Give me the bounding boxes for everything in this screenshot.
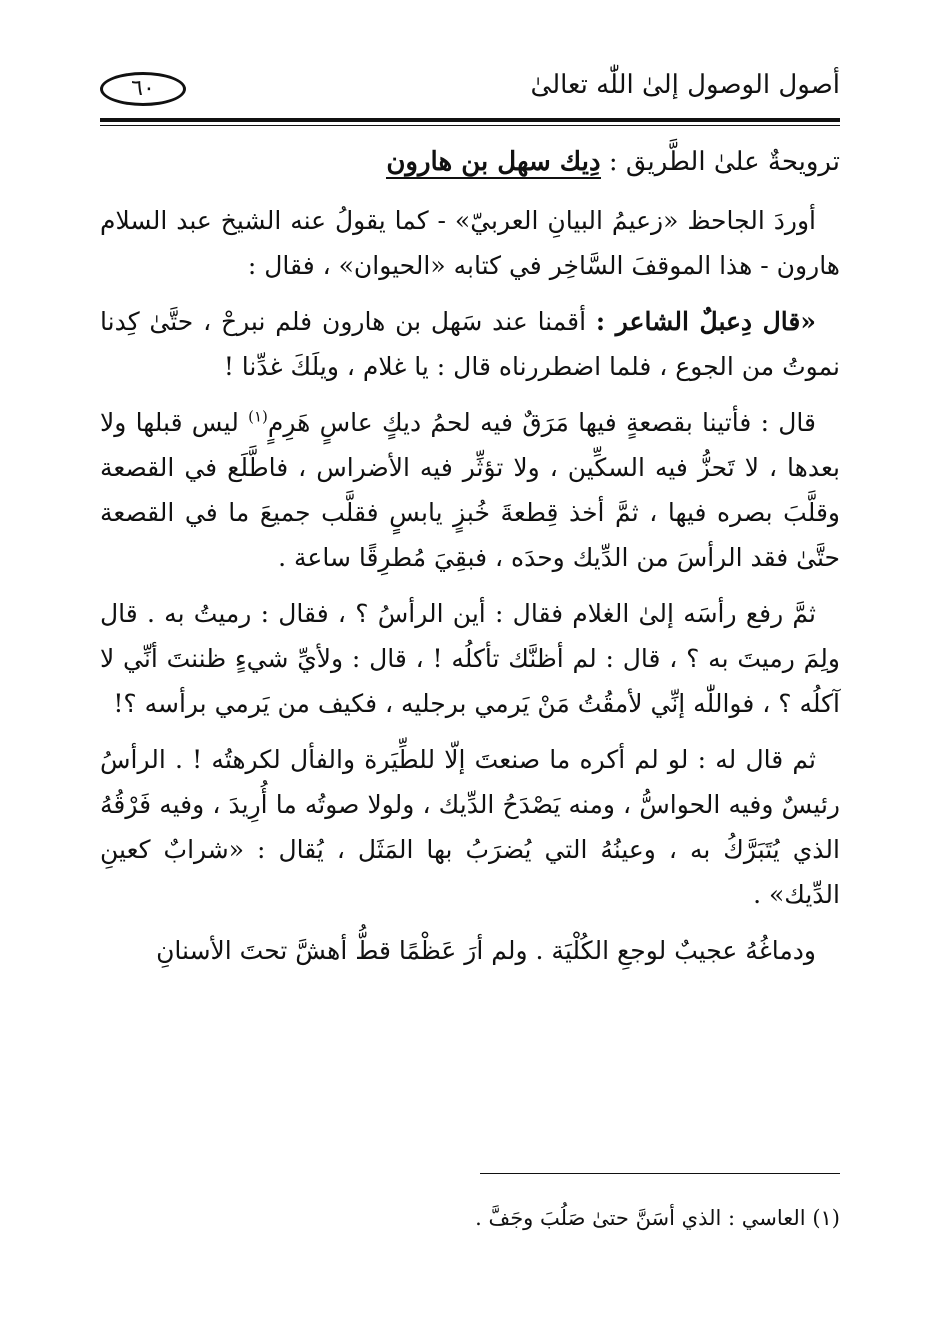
- footnote: (١) العاسي : الذي أسَنَّ حتىٰ صَلُبَ وجَفَّ .: [475, 1206, 840, 1230]
- paragraph-6-text: ودماغُهُ عجيبٌ لوجعِ الكُلْيَة . ولم أرَ عَظْمًا قطُّ أهشَّ تحتَ الأسنانِ: [156, 936, 816, 965]
- paragraph-5-text: ثم قال له : لو لم أكره ما صنعتَ إلّا للطِّيَرة والفأل لكرهتُه ! . الرأسُ رئيسٌ وفيه الحواسُّ ، ومنه يَصْدَحُ الدِّيك ، ولولا صوتُه ما أُرِيدَ ، وفيه فَرْقُهُ الذي يُتَبَرَّكُ به ، وعينُهُ التي يُضرَبُ بها المَثَل ، يُقال : «شرابٌ كعينِ الدِّيك» .: [100, 745, 840, 909]
- page-number-badge: ٦٠: [100, 72, 186, 106]
- paragraph-4: [100, 591, 840, 726]
- paragraph-3-before-ref: قال : فأتينا بقصعةٍ فيها مَرَقٌ فيه لحمُ ديكٍ عاسٍ هَرِمٍ: [267, 408, 817, 437]
- header-rule-thin: [100, 125, 840, 126]
- paragraph-4-text: ثمَّ رفع رأسَه إلىٰ الغلام فقال : أين الرأسُ ؟ ، فقال : رميتُ به . قال ولِمَ رميتَ به ؟ ، قال : لم أظنَّك تأكلُه ! ، قال : ولأيِّ شيءٍ ظننتَ أنِّي لا آكلُه ؟ ، فواللّٰه إنِّي لأمقُتُ مَنْ يَرمي برجليه ، فكيف من يَرمي برأسه ؟!: [100, 599, 840, 718]
- paragraph-6: [100, 928, 840, 973]
- paragraph-1-text: أوردَ الجاحظ «زعيمُ البيانِ العربيّ» - كما يقولُ عنه الشيخ عبد السلام هارون - هذا الموقفَ السَّاخِر في كتابه «الحيوان» ، فقال :: [100, 206, 840, 280]
- footnote-separator: [480, 1173, 840, 1174]
- paragraph-1: [100, 198, 840, 288]
- heading-prefix: ترويحةٌ علىٰ الطَّريق :: [608, 147, 840, 177]
- paragraph-3: [100, 400, 840, 580]
- section-heading: [100, 140, 840, 184]
- page-body: [100, 140, 840, 984]
- paragraph-2-text: أقمنا عند سَهل بن هارون فلم نبرحْ ، حتَّىٰ كِدنا نموتُ من الجوع ، فلما اضطررناه قال : يا غلام ، ويلَكَ غدِّنا !: [100, 307, 840, 381]
- footnote-reference: (١): [248, 407, 268, 426]
- header-rule-thick: [100, 118, 840, 122]
- paragraph-3-after-ref: ليس قبلها ولا بعدها ، لا تَحزُّ فيه السكِّين ، ولا تؤثِّر فيه الأضراس ، فاطَّلَع في القصعة وقلَّبَ بصره فيها ، ثمَّ أخذ قِطعةَ خُبزٍ يابسٍ فقلَّب جميعَ ما في القصعة حتَّىٰ فقد الرأسَ من الدِّيك وحدَه ، فبقِيَ مُطرِقًا ساعة .: [100, 408, 840, 572]
- paragraph-5: [100, 737, 840, 917]
- paragraph-2-lead: «قال دِعبلٌ الشاعر :: [595, 307, 816, 336]
- heading-title: دِيك سهل بن هارون: [386, 147, 601, 177]
- paragraph-2: [100, 299, 840, 389]
- running-title: أصول الوصول إلىٰ اللّٰه تعالىٰ: [530, 70, 840, 100]
- page-header: [100, 60, 840, 118]
